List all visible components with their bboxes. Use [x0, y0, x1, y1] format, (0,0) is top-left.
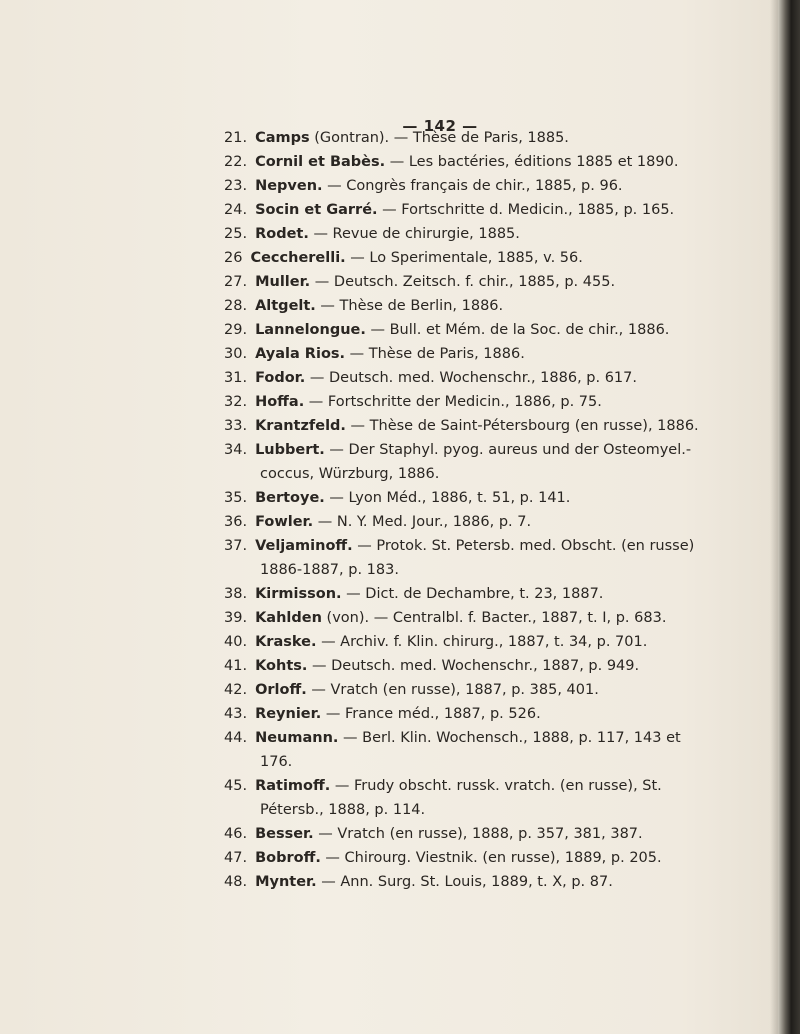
bibliography-entry: 27. Muller. — Deutsch. Zeitsch. f. chir., 1885, p. 455.	[224, 274, 616, 290]
page-number: — 142 —	[402, 117, 478, 135]
bibliography-entry-continuation: Pétersb., 1888, p. 114.	[260, 802, 426, 818]
bibliography-entry: 48. Mynter. — Ann. Surg. St. Louis, 1889, t. X, p. 87.	[224, 874, 613, 890]
bibliography-entry: 24. Socin et Garré. — Fortschritte d. Medicin., 1885, p. 165.	[224, 202, 675, 218]
bibliography-entry: 34. Lubbert. — Der Staphyl. pyog. aureus und der Osteomyel.-	[224, 442, 692, 458]
bibliography-entry: 42. Orloff. — Vratch (en russe), 1887, p. 385, 401.	[224, 682, 599, 698]
bibliography-entry: 31. Fodor. — Deutsch. med. Wochenschr., 1886, p. 617.	[224, 370, 637, 386]
bibliography-entry: 43. Reynier. — France méd., 1887, p. 526.	[224, 706, 541, 722]
bibliography-entry: 47. Bobroff. — Chirourg. Viestnik. (en russe), 1889, p. 205.	[224, 850, 662, 866]
bibliography-entry: 46. Besser. — Vratch (en russe), 1888, p. 357, 381, 387.	[224, 826, 643, 842]
page-shadow	[770, 0, 778, 1034]
bibliography-entry: 35. Bertoye. — Lyon Méd., 1886, t. 51, p. 141.	[224, 490, 571, 506]
bibliography-entry-continuation: 176.	[260, 754, 293, 770]
bibliography-entry: 44. Neumann. — Berl. Klin. Wochensch., 1888, p. 117, 143 et	[224, 730, 681, 746]
book-spine	[778, 0, 800, 1034]
bibliography-entry: 40. Kraske. — Archiv. f. Klin. chirurg., 1887, t. 34, p. 701.	[224, 634, 648, 650]
bibliography-entry-continuation: coccus, Würzburg, 1886.	[260, 466, 440, 482]
bibliography-entry-continuation: 1886-1887, p. 183.	[260, 562, 399, 578]
bibliography-entry: 33. Krantzfeld. — Thèse de Saint-Pétersbourg (en russe), 1886.	[224, 418, 699, 434]
bibliography-entry: 38. Kirmisson. — Dict. de Dechambre, t. 23, 1887.	[224, 586, 604, 602]
bibliography-entry: 26 Ceccherelli. — Lo Sperimentale, 1885, v. 56.	[224, 250, 583, 266]
bibliography-entry: 28. Altgelt. — Thèse de Berlin, 1886.	[224, 298, 504, 314]
bibliography-entry: 41. Kohts. — Deutsch. med. Wochenschr., 1887, p. 949.	[224, 658, 640, 674]
bibliography-entry: 23. Nepven. — Congrès français de chir., 1885, p. 96.	[224, 178, 623, 194]
bibliography-entry: 36. Fowler. — N. Y. Med. Jour., 1886, p. 7.	[224, 514, 532, 530]
bibliography-entry: 32. Hoffa. — Fortschritte der Medicin., 1886, p. 75.	[224, 394, 602, 410]
bibliography-entry: 39. Kahlden (von). — Centralbl. f. Bacter., 1887, t. I, p. 683.	[224, 610, 667, 626]
bibliography-entry: 22. Cornil et Babès. — Les bactéries, éditions 1885 et 1890.	[224, 154, 679, 170]
bibliography-entry: 29. Lannelongue. — Bull. et Mém. de la Soc. de chir., 1886.	[224, 322, 670, 338]
bibliography-entry: 21. Camps (Gontran). — Thèse de Paris, 1885.	[224, 130, 569, 146]
bibliography-entry: 45. Ratimoff. — Frudy obscht. russk. vratch. (en russe), St.	[224, 778, 662, 794]
bibliography-entry: 37. Veljaminoff. — Protok. St. Petersb. med. Obscht. (en russe)	[224, 538, 695, 554]
bibliography-entry: 30. Ayala Rios. — Thèse de Paris, 1886.	[224, 346, 525, 362]
bibliography-entry: 25. Rodet. — Revue de chirurgie, 1885.	[224, 226, 520, 242]
